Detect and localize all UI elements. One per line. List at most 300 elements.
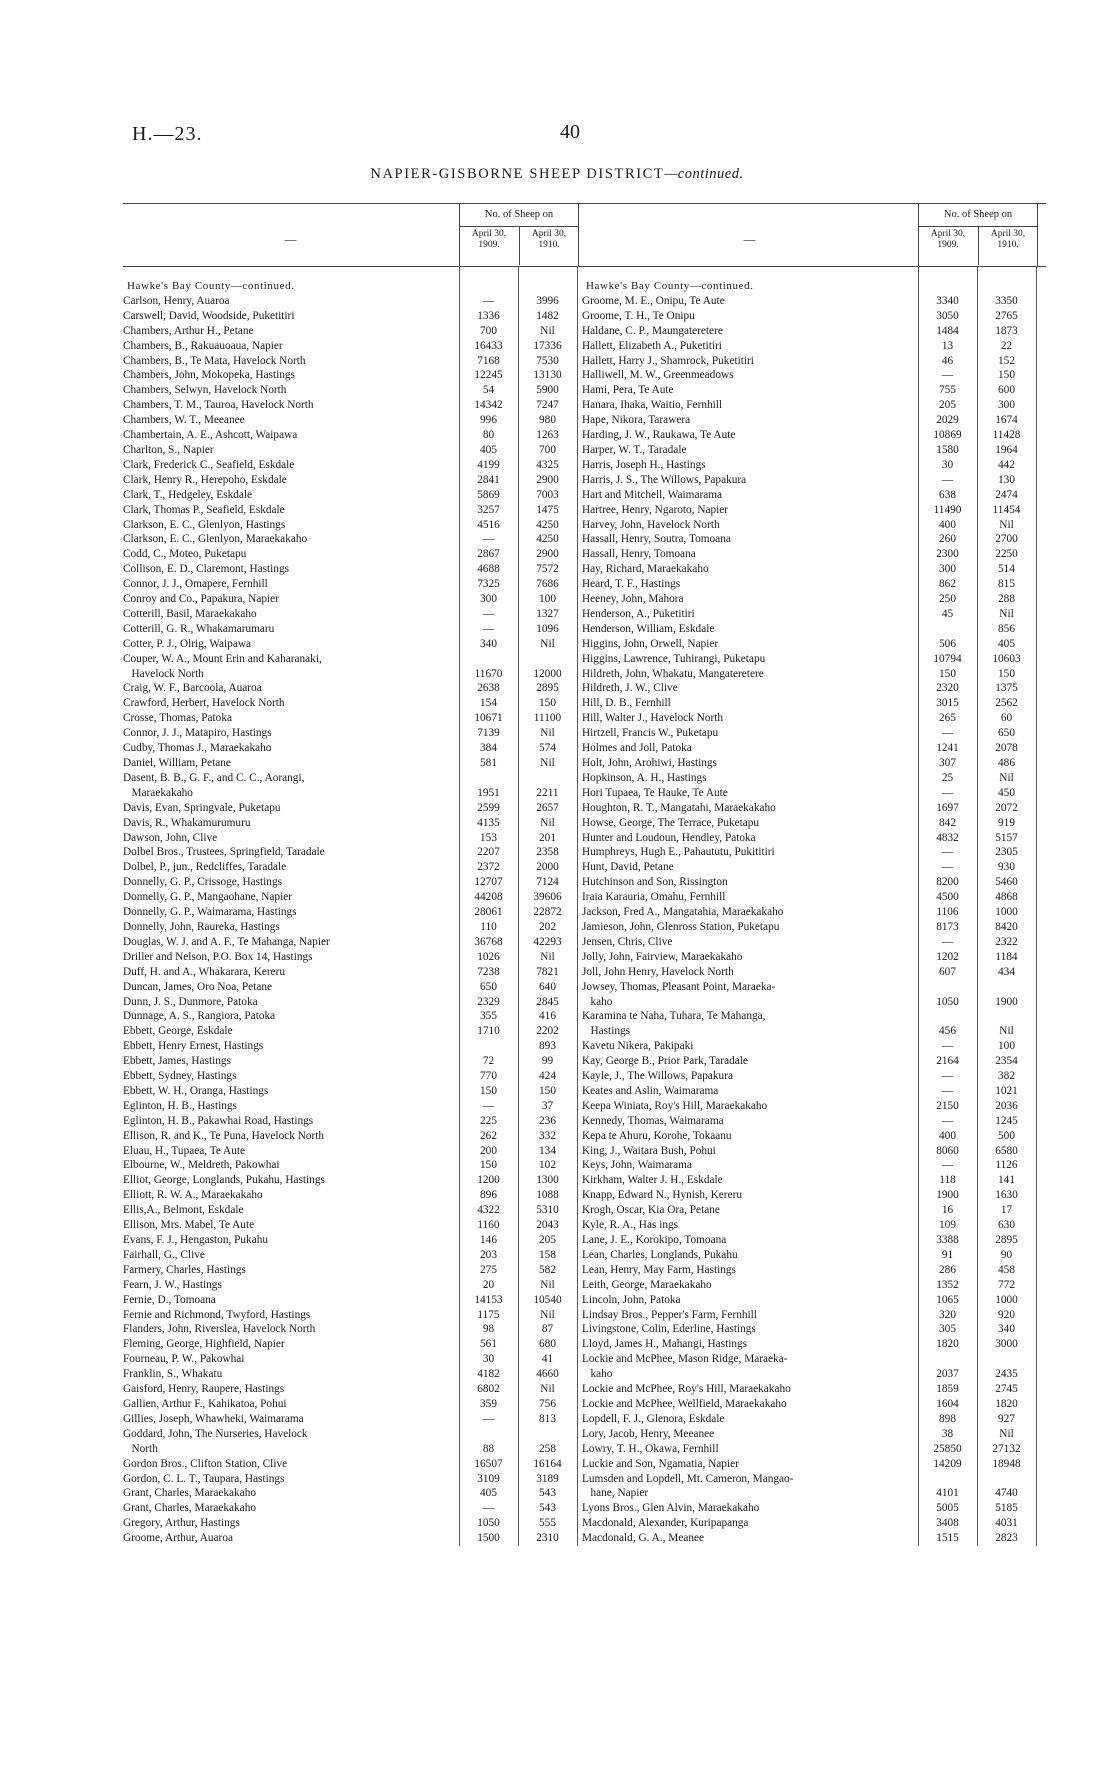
sheep-1910: 5185	[995, 1502, 1018, 1515]
sheep-1909: —	[482, 294, 495, 307]
sheep-1910: 7572	[536, 563, 559, 576]
sheep-1909: 54	[482, 384, 495, 397]
table-row	[582, 1144, 1046, 1159]
owner-name: Donnelly, John, Raureka, Hastings	[123, 920, 280, 933]
table-row	[123, 1084, 587, 1099]
owner-name: Kay, George B., Prior Park, Taradale	[582, 1055, 748, 1068]
sheep-1910: 13130	[533, 369, 562, 382]
owner-name: Leith, George, Maraekakaho	[582, 1278, 712, 1291]
table-row	[123, 1158, 587, 1173]
table-row	[582, 1501, 1046, 1516]
page-number: 40	[560, 121, 580, 143]
sheep-1909: 607	[939, 965, 956, 978]
owner-name: Kyle, R. A., Has ings	[582, 1219, 679, 1232]
sheep-1910: 201	[539, 831, 556, 844]
sheep-1909: 14209	[933, 1457, 962, 1470]
owner-name: Ellis,A., Belmont, Eskdale	[123, 1204, 244, 1217]
sheep-1909: —	[941, 1040, 954, 1053]
owner-name: Chambertain, A. E., Ashcott, Waipawa	[123, 429, 298, 442]
table-row	[123, 309, 587, 324]
sheep-1910: 100	[539, 593, 556, 606]
owner-name: Donnelly, G. P., Mangaohane, Napier	[123, 891, 292, 904]
owner-name: Kepa te Ahuru, Korohe, Tokaanu	[582, 1129, 732, 1142]
sheep-1909: —	[482, 622, 495, 635]
sheep-1909: 4135	[477, 816, 500, 829]
owner-name: Livingstone, Colin, Ederline, Hastings	[582, 1323, 756, 1336]
owner-name: Hildreth, John, Whakatu, Mangateretere	[582, 667, 764, 680]
sheep-1909: 30	[941, 458, 954, 471]
owner-name: Donnelly, G. P., Waimarama, Hastings	[123, 906, 297, 919]
sheep-1909: 12707	[474, 876, 503, 889]
sheep-1910: 22	[1000, 339, 1013, 352]
owner-name: Carlson, Henry, Auaroa	[123, 294, 230, 307]
sheep-1910: 416	[539, 1010, 556, 1023]
sheep-1910: 450	[998, 786, 1015, 799]
sheep-1909: 862	[939, 578, 956, 591]
sheep-1909: 10671	[474, 712, 503, 725]
sheep-1910: 7124	[536, 876, 559, 889]
sheep-1910: 813	[539, 1412, 556, 1425]
owner-name: Lowry, T. H., Okawa, Fernhill	[582, 1442, 719, 1455]
owner-name: Ebbett, W. H., Oranga, Hastings	[123, 1084, 269, 1097]
owner-name: Iraia Karauria, Omahu, Fernhill	[582, 891, 726, 904]
sheep-1909: 150	[480, 1159, 497, 1172]
owner-name: Hassall, Henry, Tomoana	[582, 548, 696, 561]
owner-name: Hart and Mitchell, Waimarama	[582, 488, 723, 501]
page-title	[0, 166, 1114, 183]
table-row	[582, 518, 1046, 533]
sheep-1910: 2000	[536, 861, 559, 874]
table-row	[582, 398, 1046, 413]
sheep-1909: 1484	[936, 324, 959, 337]
sheep-1909: —	[941, 786, 954, 799]
table-row	[582, 875, 1046, 890]
sheep-1910: 1375	[995, 682, 1018, 695]
sheep-1909: 1604	[936, 1397, 959, 1410]
owner-name: Chambers, W. T., Meeanee	[123, 414, 245, 427]
table-row	[123, 1248, 587, 1263]
sheep-1909: 1026	[477, 950, 500, 963]
owner-name: Clarkson, E. C., Glenlyon, Maraekakaho	[123, 533, 308, 546]
owner-name: Knapp, Edward N., Hynish, Kereru	[582, 1189, 742, 1202]
title-text: NAPIER-GISBORNE SHEEP DISTRICT	[370, 166, 665, 182]
sheep-1909: 4516	[477, 518, 500, 531]
owner-name: Elliott, R. W. A., Maraekakaho	[123, 1189, 263, 1202]
sheep-1910: 1475	[536, 503, 559, 516]
table-row	[123, 324, 587, 339]
sheep-1909: —	[941, 861, 954, 874]
owner-name: Codd, C., Moteo, Puketapu	[123, 548, 247, 561]
table-row	[123, 831, 587, 846]
table-row	[123, 726, 587, 741]
sheep-1909: 16507	[474, 1457, 503, 1470]
sheep-1910: 2211	[536, 786, 559, 799]
sheep-1910: 3000	[995, 1338, 1018, 1351]
table-row	[582, 726, 1046, 741]
sheep-1910: 772	[998, 1278, 1015, 1291]
table-row	[123, 741, 587, 756]
sheep-1910: 927	[998, 1412, 1015, 1425]
sheep-1909: 340	[480, 637, 497, 650]
owner-name: Hori Tupaea, Te Hauke, Te Aute	[582, 786, 728, 799]
sheep-1909: 561	[480, 1338, 497, 1351]
sheep-1910: 22872	[533, 906, 562, 919]
sheep-1909: 5005	[936, 1502, 959, 1515]
table-row	[582, 831, 1046, 846]
table-row	[123, 622, 587, 637]
sheep-1909: 3388	[936, 1234, 959, 1246]
owner-name: Grant, Charles, Maraekakaho	[123, 1487, 256, 1500]
owner-name: King, J., Waitara Bush, Pohui	[582, 1144, 716, 1157]
table-row	[582, 860, 1046, 875]
sheep-1909: 581	[480, 757, 497, 769]
sheep-1910: 11428	[992, 429, 1021, 442]
owner-name: Hutchinson and Son, Rissington	[582, 876, 728, 889]
table-row	[123, 503, 587, 518]
sheep-1910: 5310	[536, 1204, 559, 1217]
sheep-1909: 98	[482, 1323, 495, 1336]
sheep-1909: 456	[939, 1025, 956, 1038]
owner-name: Fourneau, P. W., Pakowhai	[123, 1353, 245, 1366]
sheep-1910: 3350	[995, 294, 1018, 307]
sheep-1909: —	[941, 1084, 954, 1097]
sheep-1909: 300	[939, 563, 956, 576]
table-row	[582, 1427, 1046, 1442]
table-row	[123, 1144, 587, 1159]
sheep-1910: 288	[998, 593, 1015, 606]
sheep-1909: 996	[480, 414, 497, 427]
table-row	[123, 711, 587, 726]
sheep-1910: 930	[998, 861, 1015, 874]
owner-name: Gaisford, Henry, Raupere, Hastings	[123, 1383, 285, 1396]
table-row	[123, 488, 587, 503]
table-row	[123, 1099, 587, 1114]
sheep-1910: 1327	[536, 607, 559, 620]
table-row	[582, 1084, 1046, 1099]
table-row	[582, 1308, 1046, 1323]
sheep-1910: 99	[541, 1055, 554, 1068]
table-row	[582, 1293, 1046, 1308]
header-group-title: No. of Sheep on	[460, 204, 578, 227]
table-row	[582, 562, 1046, 577]
sheep-1909: 8173	[936, 920, 959, 933]
table-row	[123, 1114, 587, 1129]
sheep-1910: 27132	[992, 1442, 1021, 1455]
table-row	[582, 547, 1046, 562]
table-row	[123, 368, 587, 383]
owner-name: Fernie, D., Tomoana	[123, 1293, 216, 1306]
table-row	[123, 816, 587, 831]
table-row	[123, 1263, 587, 1278]
table-row	[582, 339, 1046, 354]
sheep-1909: 2029	[936, 414, 959, 427]
sheep-1910: Nil	[540, 816, 555, 829]
sheep-1909: 1580	[936, 443, 959, 456]
table-row	[582, 652, 1046, 667]
sheep-1909: 405	[480, 1487, 497, 1500]
owner-name: Chambers, John, Mokopeka, Hastings	[123, 369, 295, 382]
sheep-1909: 1200	[477, 1174, 500, 1187]
owner-name: Driller and Nelson, P.O. Box 14, Hastings	[123, 950, 313, 963]
owner-name: Gillies, Joseph, Whawheki, Waimarama	[123, 1412, 304, 1425]
owner-name: Duncan, James, Oro Noa, Petane	[123, 980, 273, 993]
sheep-1909: 1050	[936, 995, 959, 1008]
table-row	[582, 1531, 1046, 1546]
right-column-table	[582, 203, 1046, 1546]
owner-name: Holmes and Joll, Patoka	[582, 742, 692, 755]
sheep-1909: 384	[480, 742, 497, 755]
document-reference: H.—23.	[132, 123, 203, 145]
sheep-1910: 574	[539, 742, 556, 755]
table-row	[123, 1009, 587, 1024]
table-row	[123, 1218, 587, 1233]
table-row	[582, 756, 1046, 771]
owner-name: Halliwell, M. W., Greenmeadows	[582, 369, 734, 382]
sheep-1910: 600	[998, 384, 1015, 397]
table-row	[123, 592, 587, 607]
sheep-1909: 110	[480, 920, 497, 933]
sheep-1910: 17	[1000, 1204, 1013, 1217]
sheep-1910: 87	[541, 1323, 554, 1336]
owner-name: Hanara, Ihaka, Waitio, Fernhill	[582, 399, 723, 412]
sheep-1910: 1900	[995, 995, 1018, 1008]
sheep-1909: 16433	[474, 339, 503, 352]
sheep-1910: 42293	[533, 935, 562, 948]
title-suffix: —continued.	[664, 166, 744, 182]
sheep-1909: —	[482, 1412, 495, 1425]
table-row	[123, 920, 587, 935]
owner-name: Chambers, B., Rakuauoaua, Napier	[123, 339, 283, 352]
section-heading: Hawke's Bay County—continued.	[127, 280, 295, 292]
owner-name: Haldane, C. P., Maungateretere	[582, 324, 723, 337]
sheep-1910: Nil	[540, 950, 555, 963]
table-row	[582, 1173, 1046, 1188]
sheep-1909: 150	[939, 667, 956, 680]
owner-name: Lockie and McPhee, Roy's Hill, Maraekakaho	[582, 1383, 791, 1396]
sheep-1910: 2310	[536, 1532, 559, 1545]
sheep-1910: 90	[1000, 1248, 1013, 1261]
sheep-1910: 5460	[995, 876, 1018, 889]
sheep-1910: 1126	[995, 1159, 1018, 1172]
sheep-1909: 305	[939, 1323, 956, 1336]
sheep-1910: 893	[539, 1040, 556, 1053]
sheep-1909: 4182	[477, 1368, 500, 1381]
table-row	[582, 1412, 1046, 1427]
table-row	[582, 696, 1046, 711]
table-row	[123, 1427, 587, 1457]
sheep-1909: —	[941, 369, 954, 382]
table-row	[582, 443, 1046, 458]
sheep-1909: 25	[941, 771, 954, 784]
table-row	[582, 354, 1046, 369]
sheep-1909: 13	[941, 339, 954, 352]
sheep-1909: 2329	[477, 995, 500, 1008]
table-row	[123, 771, 587, 801]
table-row	[582, 1322, 1046, 1337]
sheep-1910: Nil	[999, 771, 1014, 784]
sheep-1910: 39606	[533, 891, 562, 904]
sheep-1909: 154	[480, 697, 497, 710]
sheep-1910: 405	[998, 637, 1015, 650]
table-row	[123, 1039, 587, 1054]
owner-name: Daniel, William, Petane	[123, 757, 231, 769]
sheep-1910: 442	[998, 458, 1015, 471]
section-heading: Hawke's Bay County—continued.	[586, 280, 754, 292]
sheep-1909: 30	[482, 1353, 495, 1366]
owner-name: Lindsay Bros., Pepper's Farm, Fernhill	[582, 1308, 757, 1321]
header-sheep-group	[918, 204, 1038, 266]
owner-name: Harding, J. W., Raukawa, Te Aute	[582, 429, 736, 442]
header-sheep-group	[459, 204, 579, 266]
owner-name: Ellison, Mrs. Mabel, Te Aute	[123, 1219, 255, 1232]
table-row	[582, 816, 1046, 831]
owner-name: Heard, T. F., Hastings	[582, 578, 681, 591]
sheep-1910: 2043	[536, 1219, 559, 1232]
sheep-1909: 400	[939, 1129, 956, 1142]
owner-name: Gallien, Arthur F., Kahikatoa, Pohui	[123, 1397, 287, 1410]
sheep-1910: 856	[998, 622, 1015, 635]
owner-name: Harvey, John, Havelock North	[582, 518, 720, 531]
owner-name: Krogh, Oscar, Kia Ora, Petane	[582, 1204, 720, 1217]
owner-name: Ebbett, James, Hastings	[123, 1055, 231, 1068]
sheep-1910: 100	[998, 1040, 1015, 1053]
sheep-1910: 1245	[995, 1114, 1018, 1127]
sheep-1910: 2562	[995, 697, 1018, 710]
sheep-1910: 332	[539, 1129, 556, 1142]
table-row	[582, 428, 1046, 443]
sheep-1909: 2300	[936, 548, 959, 561]
sheep-1909: 8060	[936, 1144, 959, 1157]
sheep-1909: 2867	[477, 548, 500, 561]
table-row	[123, 845, 587, 860]
sheep-1909: 770	[480, 1070, 497, 1083]
sheep-1909: 46	[941, 354, 954, 367]
table-row	[123, 1293, 587, 1308]
table-row	[123, 1203, 587, 1218]
owner-name: Franklin, S., Whakatu	[123, 1368, 223, 1381]
sheep-1909: —	[482, 607, 495, 620]
sheep-1910: 555	[539, 1517, 556, 1530]
sheep-1909: 1710	[477, 1025, 500, 1038]
sheep-1909: 8200	[936, 876, 959, 889]
table-row	[123, 354, 587, 369]
sheep-1910: 12000	[533, 667, 562, 680]
owner-name: Groome, T. H., Te Onipu	[582, 309, 695, 322]
sheep-1909: 3109	[477, 1472, 500, 1485]
sheep-1910: 630	[998, 1219, 1015, 1232]
sheep-1910: 919	[998, 816, 1015, 829]
sheep-1910: 543	[539, 1502, 556, 1515]
table-row	[123, 562, 587, 577]
table-row	[582, 1069, 1046, 1084]
sheep-1910: 980	[539, 414, 556, 427]
sheep-1909: 200	[480, 1144, 497, 1157]
sheep-1909: 1160	[477, 1219, 500, 1232]
table-row	[582, 1054, 1046, 1069]
sheep-1909: 4199	[477, 458, 500, 471]
sheep-1910: 700	[539, 443, 556, 456]
sheep-1909: 638	[939, 488, 956, 501]
sheep-1909: 12245	[474, 369, 503, 382]
sheep-1909: 1951	[477, 786, 500, 799]
sheep-1909: 4322	[477, 1204, 500, 1217]
owner-name: Groome, M. E., Onipu, Te Aute	[582, 294, 725, 307]
sheep-1910: 1184	[995, 950, 1018, 963]
sheep-1910: 2895	[536, 682, 559, 695]
owner-name: Cotterill, G. R., Whakamarumaru	[123, 622, 275, 635]
sheep-1909: 307	[939, 757, 956, 769]
sheep-1909: 225	[480, 1114, 497, 1127]
sheep-1909: 2164	[936, 1055, 959, 1068]
table-row	[123, 1173, 587, 1188]
table-row	[123, 1382, 587, 1397]
sheep-1909: 25850	[933, 1442, 962, 1455]
sheep-1910: 2474	[995, 488, 1018, 501]
table-row	[582, 309, 1046, 324]
sheep-1909: 80	[482, 429, 495, 442]
sheep-1910: 205	[539, 1234, 556, 1246]
sheep-1909: 44208	[474, 891, 503, 904]
sheep-1909: 109	[939, 1219, 956, 1232]
sheep-1910: 340	[998, 1323, 1015, 1336]
table-row	[123, 1337, 587, 1352]
sheep-1910: 141	[998, 1174, 1015, 1187]
owner-name: Howse, George, The Terrace, Puketapu	[582, 816, 760, 829]
owner-name: Hallett, Harry J., Shamrock, Puketitiri	[582, 354, 754, 367]
owner-name: Fearn, J. W., Hastings	[123, 1278, 222, 1291]
sheep-1910: 382	[998, 1070, 1015, 1083]
sheep-1909: —	[941, 1159, 954, 1172]
sheep-1910: 1263	[536, 429, 559, 442]
table-row	[123, 1322, 587, 1337]
table-row	[582, 1158, 1046, 1173]
header-group-title: No. of Sheep on	[919, 204, 1037, 227]
owner-name: Kavetu Nikera, Pakipaki	[582, 1040, 694, 1053]
owner-name: Higgins, Lawrence, Tuhirangi, Puketapu	[582, 652, 766, 665]
owner-name: Clark, Frederick C., Seafield, Eskdale	[123, 458, 295, 471]
sheep-1909: 3015	[936, 697, 959, 710]
sheep-1909: 10869	[933, 429, 962, 442]
sheep-1909: 4688	[477, 563, 500, 576]
owner-name: Evans, F. J., Hengaston, Pukahu	[123, 1234, 269, 1246]
sheep-1910: 150	[998, 369, 1015, 382]
owner-name: Harris, J. S., The Willows, Papakura	[582, 473, 747, 486]
owner-name: Ebbett, George, Eskdale	[123, 1025, 233, 1038]
table-row	[582, 771, 1046, 786]
table-row	[123, 339, 587, 354]
sheep-1910: 152	[998, 354, 1015, 367]
table-row	[582, 1099, 1046, 1114]
table-row	[123, 860, 587, 875]
sheep-1910: 150	[998, 667, 1015, 680]
sheep-1910: 756	[539, 1397, 556, 1410]
owner-name: Farmery, Charles, Hastings	[123, 1263, 246, 1276]
owner-name: Keys, John, Waimarama	[582, 1159, 692, 1172]
table-row	[123, 1367, 587, 1382]
owner-name: Connor, J. J., Matapiro, Hastings	[123, 727, 272, 740]
table-row	[123, 607, 587, 622]
table-row	[123, 1188, 587, 1203]
sheep-1910: 3996	[536, 294, 559, 307]
sheep-1910: Nil	[999, 1427, 1014, 1440]
sheep-1909: 1500	[477, 1532, 500, 1545]
sheep-1910: 2900	[536, 473, 559, 486]
owner-name: Gordon Bros., Clifton Station, Clive	[123, 1457, 288, 1470]
sheep-1909: 4832	[936, 831, 959, 844]
owner-name: Heeney, John, Mahora	[582, 593, 684, 606]
owner-name: Henderson, A., Puketitiri	[582, 607, 695, 620]
table-row	[582, 1278, 1046, 1293]
